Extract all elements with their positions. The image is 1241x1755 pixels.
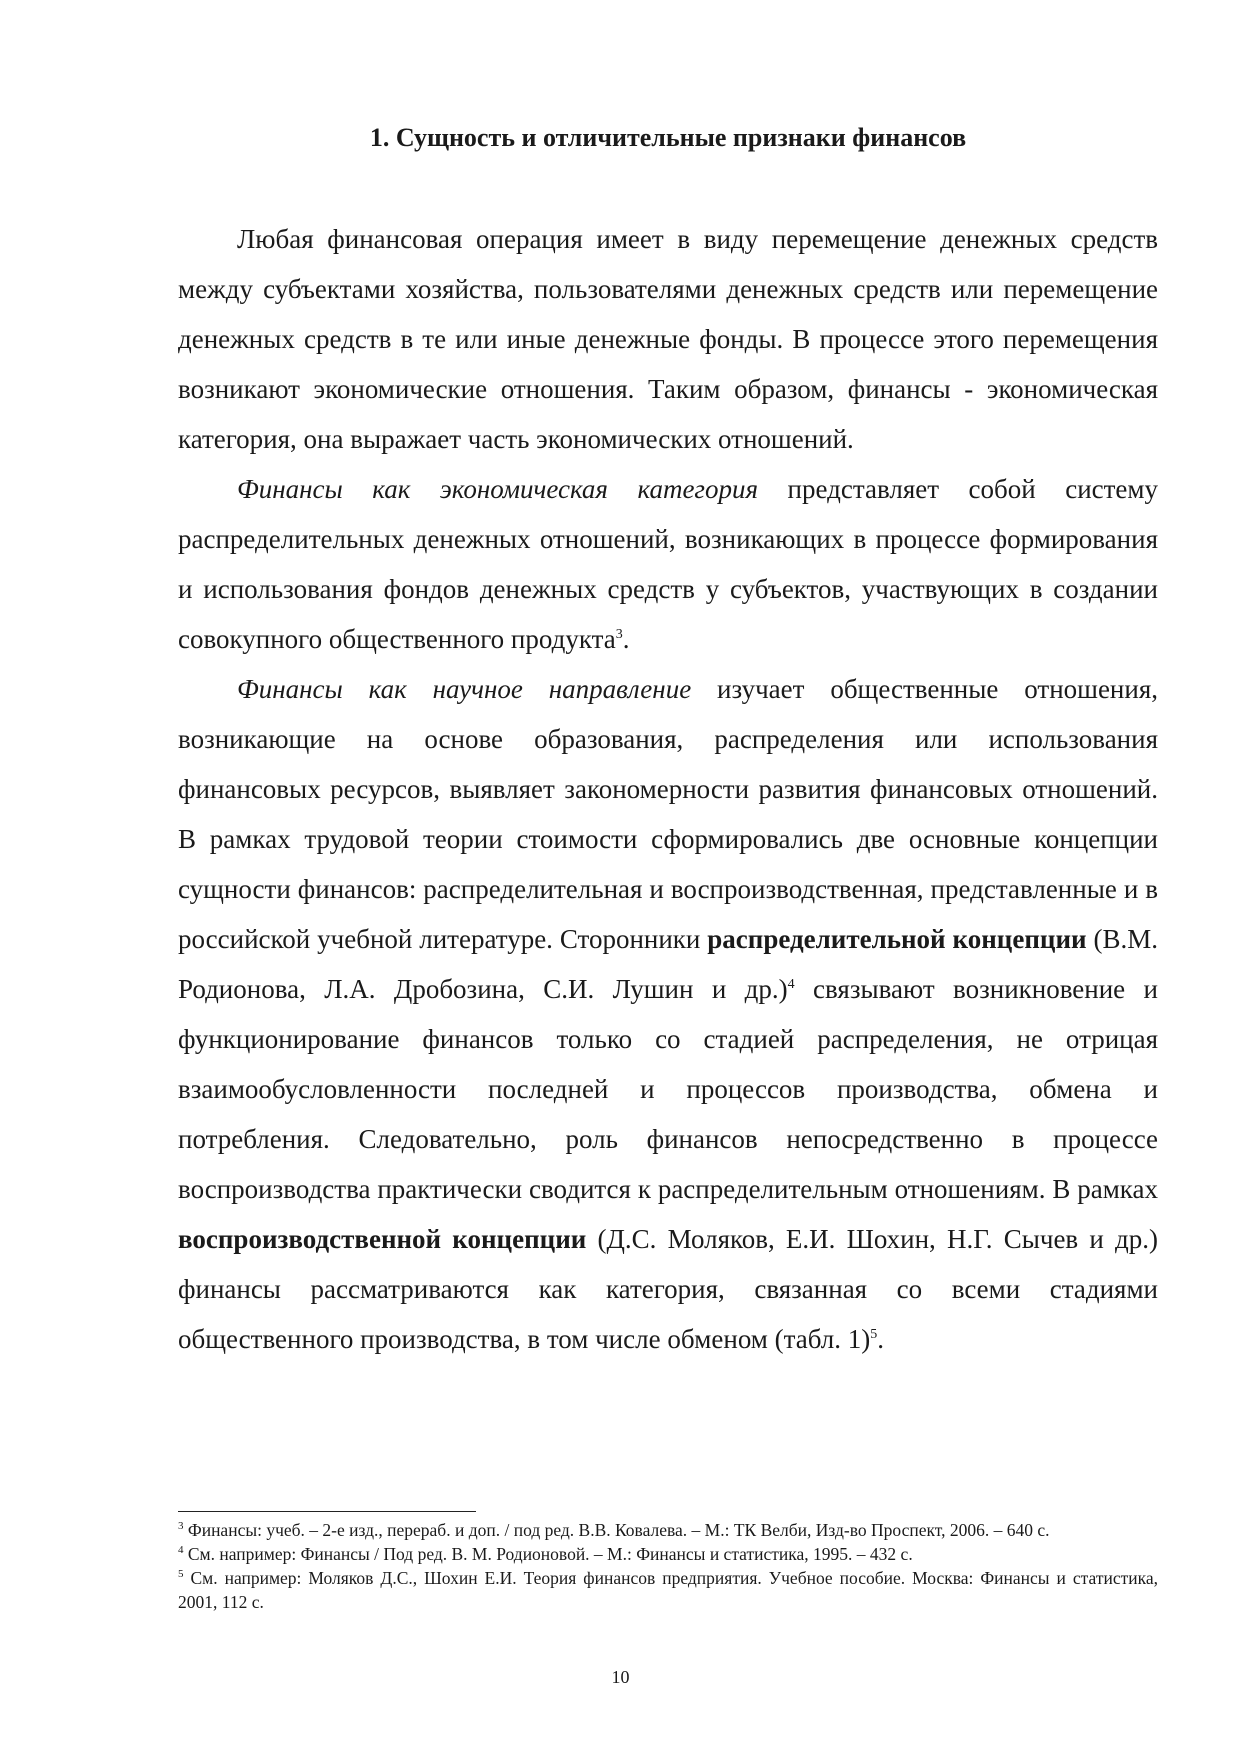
footnote-text: См. например: Финансы / Под ред. В. М. Родионовой. – М.: Финансы и статистика, 1995. – 432 с. [183,1544,913,1564]
paragraph-1: Любая финансовая операция имеет в виду перемещение денежных средств между субъектами хозяйства, пользователями денежных средств или перемещение денежных средств в те или иные денежные фонды. В процессе этого перемещения возникают экономические отношения. Таким образом, финансы - экономическая категория, она выражает часть экономических отношений. [178,224,1158,454]
italic-term-scientific-direction: Финансы как научное направление [237,674,692,704]
footnotes [178,1518,1158,1614]
footnote-separator [178,1511,476,1512]
page-number: 10 [611,1667,630,1687]
paragraph-3-text-a: изучает общественные отношения, возникающие на основе образования, распределения или использования финансовых ресурсов, выявляет закономерности развития финансовых отношений. В рамках трудовой теории стоимости сформировались две основные концепции сущности финансов: распределительная и воспроизводственная, представленные и в российской учебной литературе. Сторонники [178,674,1158,954]
footnote-number: 3 [178,1520,184,1533]
body-text [178,214,1158,1364]
footnote-3 [178,1518,1158,1542]
footnote-ref-5[interactable]: 5 [870,1327,878,1342]
footnote-text: Финансы: учеб. – 2-е изд., перераб. и доп. / под ред. В.В. Ковалева. – М.: ТК Велби, Изд-во Проспект, 2006. – 640 с. [183,1520,1050,1540]
bold-term-distributive-concept: распределительной концепции [707,924,1087,954]
paragraph-3 [178,664,1158,1364]
paragraph-2 [178,464,1158,664]
paragraph-3-text-d: (Д.С. Моляков, Е.И. Шохин, Н.Г. Сычев и др.) финансы рассматриваются как категория, связанная со всеми стадиями общественного производства, в том числе обменом (табл. 1) [178,1224,1158,1354]
footnote-number: 4 [178,1544,184,1557]
paragraph-2-text: представляет собой систему распределительных денежных отношений, возникающих в процессе формирования и использования фондов денежных средств у субъектов, участвующих в создании совокупного общественного продукта [178,474,1158,654]
paragraph-3-text-b: (В.М. Родионова, Л.А. Дробозина, С.И. Лушин и др.) [178,924,1158,1004]
bold-term-reproductive-concept: воспроизводственной концепции [178,1224,587,1254]
footnote-text: См. например: Моляков Д.С., Шохин Е.И. Теория финансов предприятия. Учебное пособие. Москва: Финансы и статистика, 2001, 112 с. [178,1568,1158,1612]
footnote-ref-4[interactable]: 4 [787,977,795,992]
footnote-ref-3[interactable]: 3 [615,627,623,642]
paragraph-3-text-c: связывают возникновение и функционирование финансов только со стадией распределения, не отрицая взаимообусловленности последней и процессов производства, обмена и потребления. Следовательно, роль финансов непосредственно в процессе воспроизводства практически сводится к распределительным отношениям. В рамках [178,974,1158,1204]
italic-term-economic-category: Финансы как экономическая категория [237,474,759,504]
footnote-4 [178,1542,1158,1566]
paragraph-3-end: . [877,1324,885,1354]
section-heading: 1. Сущность и отличительные признаки финансов [369,123,967,152]
footnote-number: 5 [178,1568,184,1581]
footnote-5 [178,1566,1158,1614]
paragraph-2-end: . [622,624,630,654]
